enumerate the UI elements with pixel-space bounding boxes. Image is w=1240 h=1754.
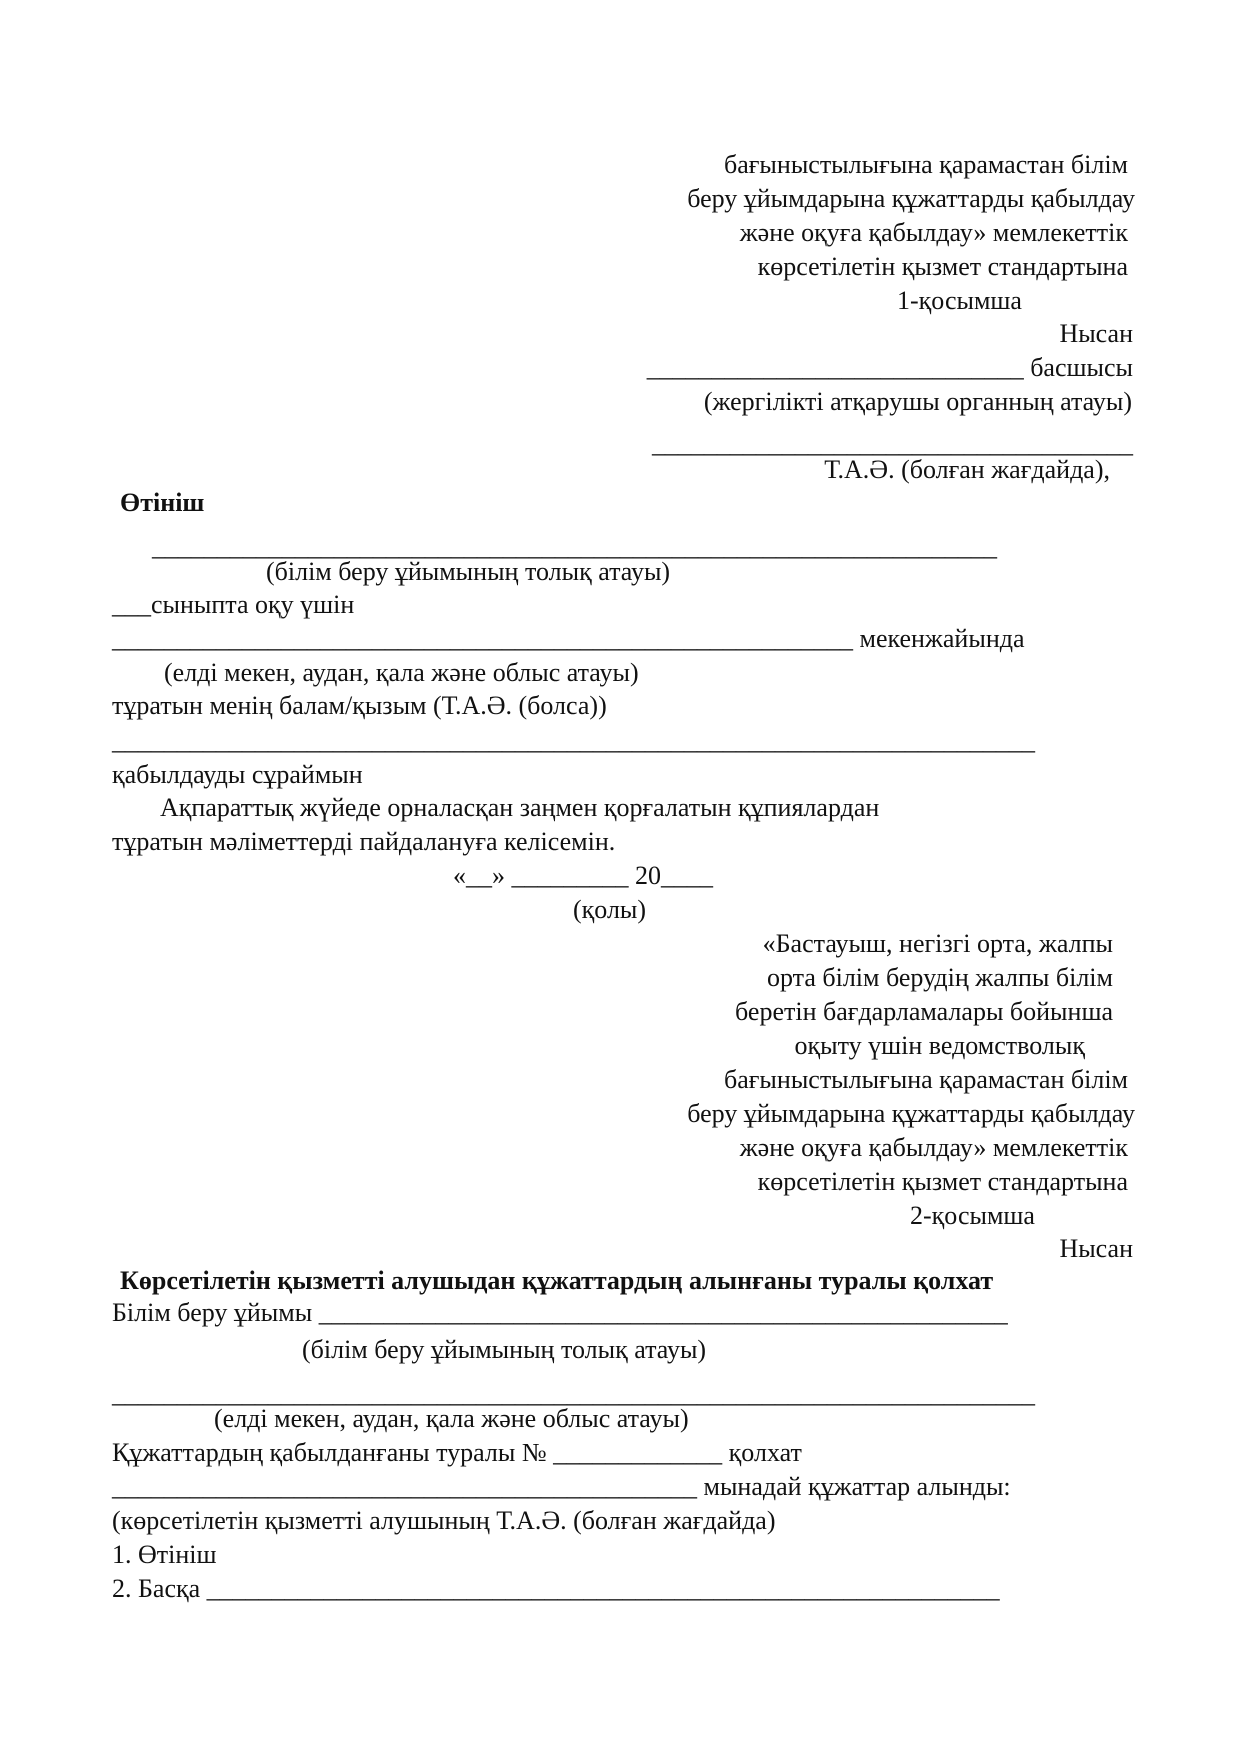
date-line: «__» _________ 20____: [453, 861, 713, 890]
appendix2-header-line-7: және оқуға қабылдау» мемлекеттік: [739, 1133, 1128, 1162]
recipient-name-caption: (көрсетілетін қызметті алушының Т.А.Ә. (болған жағдайда): [112, 1506, 776, 1535]
document-item-2: 2. Басқа _____________________________________________________________: [112, 1574, 1000, 1603]
appendix1-form-label: Нысан: [1059, 319, 1133, 348]
applicant-name-line: _____________________________________: [652, 429, 1133, 458]
appendix2-number: 2-қосымша: [910, 1201, 1035, 1230]
child-name-line: _______________________________________________________________________: [112, 726, 1035, 755]
address-caption: (елді мекен, аудан, қала және облыс атауы): [164, 658, 639, 687]
receipt-address-line: _______________________________________________________________________: [112, 1379, 1035, 1408]
appendix1-number: 1-қосымша: [897, 286, 1022, 315]
application-title: Өтініш: [120, 488, 205, 517]
appendix2-header-line-2: орта білім берудің жалпы білім: [767, 963, 1113, 992]
appendix2-header-line-3: беретін бағдарламалары бойынша: [735, 997, 1113, 1026]
receipt-number-line: Құжаттардың қабылданғаны туралы № _____________ қолхат: [112, 1438, 802, 1467]
appendix2-header-line-1: «Бастауыш, негізгі орта, жалпы: [762, 929, 1113, 958]
document-item-1: 1. Өтініш: [112, 1540, 217, 1569]
head-of-organ-caption: (жергілікті атқарушы органның атауы): [703, 387, 1132, 416]
appendix2-header-line-6: беру ұйымдарына құжаттарды қабылдау: [687, 1099, 1135, 1128]
signature-caption: (қолы): [573, 895, 647, 924]
appendix2-header-line-5: бағыныстылығына қарамастан білім: [724, 1065, 1128, 1094]
appendix2-header-line-8: көрсетілетін қызмет стандартына: [757, 1167, 1128, 1196]
organization-name-line: _________________________________________________________________: [152, 532, 997, 561]
receipt-address-caption: (елді мекен, аудан, қала және облыс атауы): [214, 1404, 689, 1433]
class-line: ___сыныпта оқу үшін: [112, 590, 355, 619]
applicant-name-caption: Т.А.Ә. (болған жағдайда),: [824, 455, 1110, 484]
education-organization-line: Білім беру ұйымы _____________________________________________________: [112, 1298, 1008, 1327]
head-of-organ-line: _____________________________ басшысы: [646, 353, 1133, 382]
documents-received-line: _____________________________________________ мынадай құжаттар алынды:: [112, 1472, 1011, 1501]
consent-text-line-2: тұратын мәліметтерді пайдалануға келісемін.: [112, 827, 616, 856]
receipt-title: Көрсетілетін қызметті алушыдан құжаттардың алынғаны туралы қолхат: [120, 1266, 994, 1295]
education-organization-caption: (білім беру ұйымының толық атауы): [302, 1335, 707, 1364]
appendix1-header-line-2: беру ұйымдарына құжаттарды қабылдау: [687, 184, 1135, 213]
address-line: _________________________________________________________ мекенжайында: [112, 624, 1025, 653]
appendix2-header-line-4: оқыту үшін ведомстволық: [794, 1031, 1085, 1060]
appendix1-header-line-3: және оқуға қабылдау» мемлекеттік: [739, 218, 1128, 247]
appendix2-form-label: Нысан: [1059, 1234, 1133, 1263]
appendix1-header-line-4: көрсетілетін қызмет стандартына: [757, 252, 1128, 281]
child-name-label: тұратын менің балам/қызым (Т.А.Ә. (болса)): [112, 691, 607, 720]
appendix1-header-line-1: бағыныстылығына қарамастан білім: [724, 150, 1128, 179]
organization-name-caption: (білім беру ұйымының толық атауы): [266, 557, 671, 586]
consent-text-line-1: Ақпараттық жүйеде орналасқан заңмен қорғалатын құпиялардан: [160, 793, 880, 822]
admission-request-text: қабылдауды сұраймын: [112, 760, 363, 789]
